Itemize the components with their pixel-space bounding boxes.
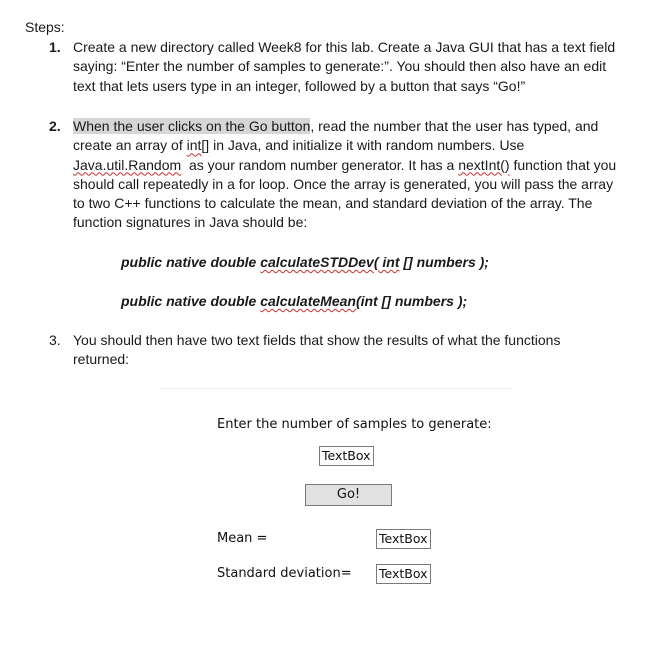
step-1-number: 1. [49,39,61,55]
step-3-line: returned: [73,351,130,368]
mean-label: Mean = [217,531,268,546]
samples-input[interactable]: TextBox [319,446,374,466]
std-dev-label: Standard deviation= [217,566,352,581]
code-nextint: nextInt() [458,156,510,173]
step-1-line: Create a new directory called Week8 for this lab. Create a Java GUI that has a text field [73,39,616,55]
step-2-line: should call repeatedly in a for loop. Once the array is generated, you will pass the array [73,175,614,192]
step-2-number: 2. [49,118,61,134]
mean-output[interactable]: TextBox [376,529,431,549]
step-3-text [73,331,560,370]
step-2-line: create an array of int[] in Java, and initialize it with random numbers. Use [73,137,525,154]
samples-prompt-label: Enter the number of samples to generate: [217,417,492,432]
step-2-line: to two C++ functions to calculate the mean, and standard deviation of the array. The [73,195,593,212]
step-2-line: function signatures in Java should be: [73,214,308,231]
mockup-top-border [160,388,512,389]
code-int-array: int[] [186,137,210,154]
step-3-number: 3. [49,332,61,348]
step-3-line: You should then have two text fields that show the results of what the functions [73,332,561,348]
step-1-line: saying: “Enter the number of samples to generate:”. You should then also have an edit [73,58,607,75]
signature-std-dev: public native double calculateSTDDev( int [] numbers ); [121,254,489,270]
step-2-line: Java.util.Random as your random number generator. It has a nextInt() function that you [73,156,617,173]
step-2-line: When the user clicks on the Go button, read the number that the user has typed, and [73,118,599,134]
highlighted-text: When the user clicks on the Go button [73,118,311,134]
step-1-line: text that lets users type in an integer, followed by a button that says “Go!” [73,77,526,94]
signature-mean: public native double calculateMean(int [] numbers ); [121,293,468,309]
steps-heading: Steps: [25,19,65,35]
std-dev-output[interactable]: TextBox [376,564,431,584]
step-2-text [73,117,616,233]
step-1-text [73,38,615,96]
go-button[interactable]: Go! [305,484,392,506]
code-java-util-random: Java.util.Random [73,156,182,173]
